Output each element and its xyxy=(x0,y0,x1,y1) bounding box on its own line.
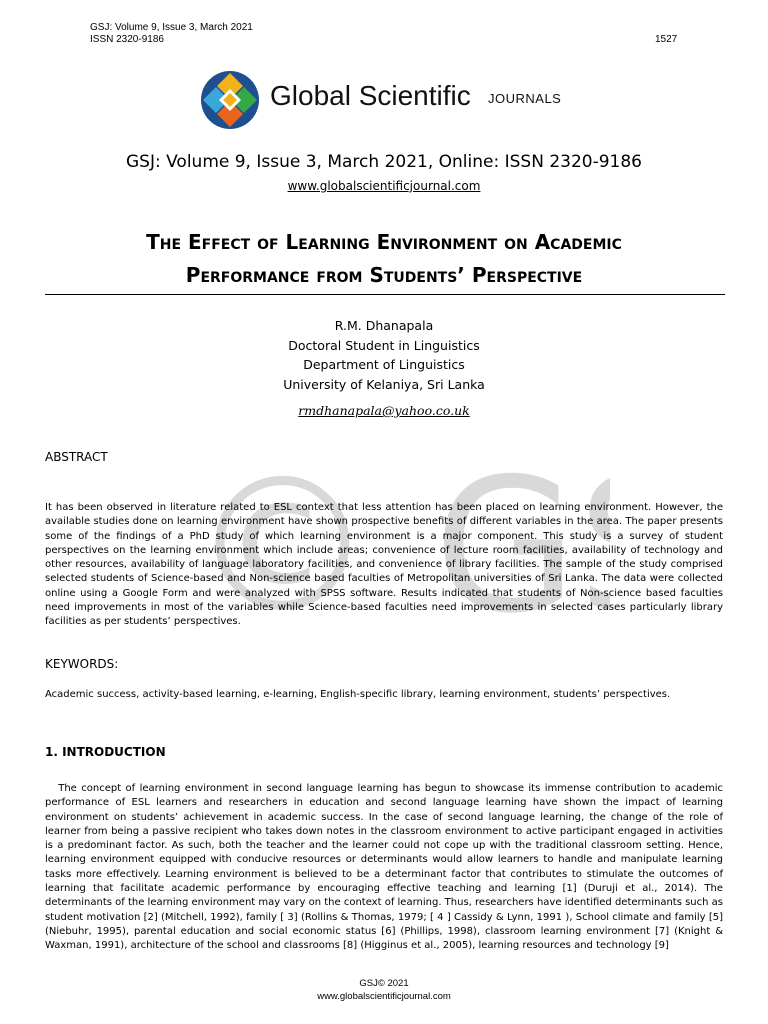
gsj-logo-icon xyxy=(198,70,262,130)
paper-title-line-1: The Effect of Learning Environment on Academic xyxy=(146,230,622,254)
abstract-body: It has been observed in literature related to ESL context that less attention has been placed on learning environment. However, the available studies done on learning environment have shown prospective benefits of different variables in the area. The paper presents some of the findings of a PhD study of which learning environment is a major component. This study is a survey of student perspectives on the learning environment which include areas; convenience of lecture room facilities, availability of technology and other resources, availability of language laboratory facilities, and convenience of library facilities. The sample of the study comprised selected students of Science-based and Non-science based faculties of Metropolitan universities of Sri Lanka. The data were collected online using a Google Form and were analyzed with SPSS software. Results indicated that students of Non-science based faculties need improvements in most of the variables while Science-based faculties need improvements in selected cases particularly library facilities as per students’ perspectives. xyxy=(45,502,723,628)
masthead-website-link[interactable]: www.globalscientificjournal.com xyxy=(287,179,481,193)
footer-copyright: GSJ© 2021 xyxy=(359,978,409,989)
masthead-issue-line: GSJ: Volume 9, Issue 3, March 2021, Online: ISSN 2320-9186 xyxy=(126,152,642,172)
author-email-link[interactable]: rmdhanapala@yahoo.co.uk xyxy=(298,403,470,418)
running-header-issn: ISSN 2320-9186 xyxy=(90,34,164,45)
footer-website[interactable]: www.globalscientificjournal.com xyxy=(317,991,451,1002)
logo-subtitle: JOURNALS xyxy=(488,91,562,106)
introduction-heading: 1. INTRODUCTION xyxy=(45,745,166,759)
author-name: R.M. Dhanapala xyxy=(334,318,434,333)
author-university: University of Kelaniya, Sri Lanka xyxy=(283,376,485,392)
watermark-text: © G xyxy=(190,440,578,640)
paper-title-line-2: Performance from Students’ Perspective xyxy=(185,263,583,287)
author-block xyxy=(0,316,768,394)
author-role: Doctoral Student in Linguistics xyxy=(288,337,480,353)
logo-wordmark: Global Scientific xyxy=(270,80,471,111)
journal-logo xyxy=(198,70,598,130)
introduction-body: The concept of learning environment in second language learning has begun to showcase its immense contribution to academic performance of ESL learners and researchers in education and second language learning have shown the impact of learning environment on students’ achievement in academic success. In the case of second language learning, the change of the role of learner from being a passive recipient who takes down notes in the classroom environment to active participant engaged in activities is a predominant factor. As such, both the teacher and the learner could not cope up with the traditional classroom setting. Hence, learning environment equipped with conducive resources or determinants would allow learners to handle and manipulate learning tasks more effectively. Learning environment is believed to be a determinant factor that contributes to stimulate the outcomes of learning that facilitate academic performance by encouraging effective teaching and learning [1] (Duruji et al., 2014). The determinants of the learning environment may vary on the context of learning. Thus, researchers have identified determinants such as student motivation [2] (Mitchell, 1992), family [ 3] (Rollins & Thomas, 1979; [ 4 ] Cassidy & Lynn, 1991 ), School climate and family [5] (Niebuhr, 1995), parental education and social economic status [6] (Phillips, 1998), classroom learning environment [7] (Knight & Waxman, 1991), architecture of the school and classrooms [8] (Higginus et al., 2005), learning resources and technology [9] xyxy=(45,783,723,952)
keywords-body: Academic success, activity-based learning, e-learning, English-specific library, learning environment, students’ perspectives. xyxy=(45,689,671,700)
author-department: Department of Linguistics xyxy=(303,357,465,372)
keywords-heading: KEYWORDS: xyxy=(45,657,119,671)
page-number: 1527 xyxy=(655,34,678,45)
title-divider xyxy=(45,294,725,295)
abstract-heading: ABSTRACT xyxy=(45,450,108,464)
running-header-issue: GSJ: Volume 9, Issue 3, March 2021 xyxy=(90,22,253,33)
